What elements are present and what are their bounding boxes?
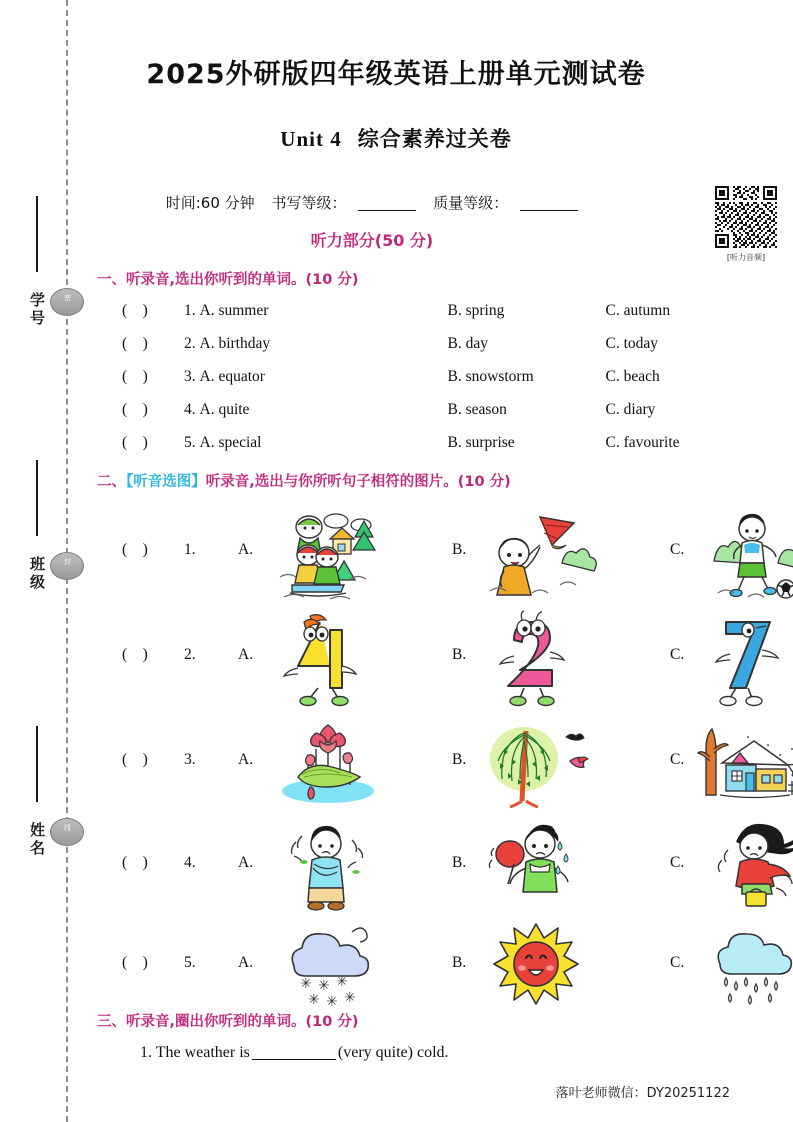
choice-label-c: C. xyxy=(670,854,685,871)
name-rule-2 xyxy=(36,460,38,536)
section-3-title: 三、听录音,圈出你听到的单词。 xyxy=(97,1014,306,1030)
boy-flying-kite-icon[interactable] xyxy=(474,505,604,605)
item-number: 5. xyxy=(184,954,196,971)
boy-shivering-cold-icon[interactable] xyxy=(264,818,394,918)
choice-label-c: C. xyxy=(670,541,685,558)
answer-bracket[interactable]: ( ) xyxy=(122,646,148,663)
option-a[interactable]: A. birthday xyxy=(199,335,271,352)
section-2-tag: 【听音选图】 xyxy=(126,474,206,490)
quality-grade-label: 质量等级： xyxy=(433,194,509,212)
section3-question-1[interactable] xyxy=(140,1044,449,1062)
svg-text:✳: ✳ xyxy=(336,974,348,990)
choice-label-b: B. xyxy=(452,541,467,558)
svg-text:✳: ✳ xyxy=(300,976,312,992)
margin-label-class: 班级 xyxy=(28,556,46,592)
section1-item-4[interactable] xyxy=(122,401,722,419)
choice-label-c: C. xyxy=(670,751,685,768)
name-rule-1 xyxy=(36,196,38,272)
question-text-pre: 1. The weather is xyxy=(140,1044,250,1061)
choice-label-c: C. xyxy=(670,954,685,971)
section-1-points: (10 分) xyxy=(305,272,359,288)
item-lead[interactable] xyxy=(122,646,196,664)
answer-bracket[interactable]: ( ) xyxy=(122,368,148,385)
section2-item-4[interactable] xyxy=(122,818,742,918)
section2-item-1[interactable] xyxy=(122,505,742,605)
item-lead[interactable] xyxy=(122,854,196,872)
item-lead[interactable] xyxy=(122,954,196,972)
svg-text:✳: ✳ xyxy=(326,994,338,1010)
snow-cloud-icon[interactable] xyxy=(264,918,394,1018)
cartoon-number-two-icon[interactable] xyxy=(474,610,604,710)
answer-bracket[interactable]: ( ) xyxy=(122,954,148,971)
unit-name: 综合素养过关卷 xyxy=(357,127,512,151)
qr-caption: [听力音频] xyxy=(726,253,766,262)
rain-cloud-icon[interactable] xyxy=(692,918,793,1018)
choice-label-b: B. xyxy=(452,854,467,871)
seal-badge-1: 密 xyxy=(50,288,84,316)
choice-label-b: B. xyxy=(452,751,467,768)
answer-bracket[interactable]: ( ) xyxy=(122,302,148,319)
unit-number: Unit 4 xyxy=(280,127,342,151)
boy-playing-football-icon[interactable] xyxy=(692,505,793,605)
item-number: 3. xyxy=(184,751,196,768)
item-lead[interactable] xyxy=(122,541,196,559)
choice-label-b: B. xyxy=(452,954,467,971)
section2-item-5[interactable] xyxy=(122,918,742,1018)
option-a[interactable]: A. special xyxy=(199,434,262,451)
girl-in-wind-icon[interactable] xyxy=(692,818,793,918)
footer-watermark: 落叶老师微信：DY20251122 xyxy=(555,1086,730,1101)
name-rule-3 xyxy=(36,726,38,802)
writing-grade-blank[interactable] xyxy=(358,210,416,211)
item-number: 5. xyxy=(184,434,196,451)
choice-label-a: A. xyxy=(238,954,254,971)
cartoon-number-seven-icon[interactable] xyxy=(692,610,793,710)
choice-label-a: A. xyxy=(238,854,254,871)
section1-item-1[interactable] xyxy=(122,302,722,320)
choice-label-a: A. xyxy=(238,541,254,558)
answer-blank[interactable] xyxy=(252,1059,336,1060)
option-b[interactable]: B. surprise xyxy=(447,434,515,451)
audio-qr-block[interactable] xyxy=(713,184,779,263)
section1-item-5[interactable] xyxy=(122,434,722,452)
svg-text:✳: ✳ xyxy=(318,978,330,994)
qr-code-icon[interactable] xyxy=(713,184,779,250)
cartoon-number-four-icon[interactable] xyxy=(264,610,394,710)
boy-fanning-hot-icon[interactable] xyxy=(474,818,604,918)
option-b[interactable]: B. snowstorm xyxy=(447,368,534,385)
option-b[interactable]: B. season xyxy=(447,401,507,418)
option-a[interactable]: A. equator xyxy=(199,368,265,385)
willow-tree-birds-icon[interactable] xyxy=(474,715,604,815)
option-b[interactable]: B. day xyxy=(447,335,488,352)
quality-grade-blank[interactable] xyxy=(520,210,578,211)
unit-subtitle xyxy=(92,123,700,153)
item-number: 4. xyxy=(184,401,196,418)
children-sledding-snow-icon[interactable] xyxy=(264,505,394,605)
item-number: 2. xyxy=(184,335,196,352)
option-c[interactable]: C. beach xyxy=(605,368,660,385)
sealing-margin xyxy=(0,0,92,1122)
choice-label-b: B. xyxy=(452,646,467,663)
choice-label-a: A. xyxy=(238,646,254,663)
section-1-title: 一、听录音,选出你听到的单词。 xyxy=(97,272,306,288)
question-text-post[interactable]: (very quite) cold. xyxy=(337,1044,449,1061)
item-number: 1. xyxy=(184,302,196,319)
answer-bracket[interactable]: ( ) xyxy=(122,335,148,352)
item-number: 4. xyxy=(184,854,196,871)
margin-label-name: 姓名 xyxy=(28,822,46,858)
answer-bracket[interactable]: ( ) xyxy=(122,401,148,418)
page-title: 2025外研版四年级英语上册单元测试卷 xyxy=(146,59,646,90)
answer-bracket[interactable]: ( ) xyxy=(122,751,148,768)
lotus-pond-icon[interactable] xyxy=(264,715,394,815)
section-2-points: (10 分) xyxy=(457,474,511,490)
option-a[interactable]: A. summer xyxy=(199,302,269,319)
item-lead[interactable] xyxy=(122,751,196,769)
section-3-points: (10 分) xyxy=(305,1014,359,1030)
svg-text:✳: ✳ xyxy=(344,990,356,1006)
section1-item-3[interactable] xyxy=(122,368,722,386)
section-3-heading xyxy=(97,1010,359,1031)
listening-part-title: 听力部分(50 分) xyxy=(310,231,434,250)
choice-label-a: A. xyxy=(238,751,254,768)
section-1-heading xyxy=(97,268,359,289)
time-label: 时间:60 分钟 xyxy=(165,194,255,212)
option-c[interactable]: C. autumn xyxy=(605,302,671,319)
answer-bracket[interactable]: ( ) xyxy=(122,854,148,871)
section1-item-2[interactable] xyxy=(122,335,722,353)
section2-item-2[interactable] xyxy=(122,610,742,710)
item-number: 3. xyxy=(184,368,196,385)
option-c[interactable]: C. diary xyxy=(605,401,656,418)
section-2-prefix: 二、 xyxy=(97,474,126,490)
item-number: 1. xyxy=(184,541,196,558)
section-2-title: 听录音,选出与你所听句子相符的图片。 xyxy=(205,474,458,490)
smiling-sun-icon[interactable] xyxy=(474,918,604,1018)
section-2-heading xyxy=(97,470,511,491)
margin-label-student-id: 学号 xyxy=(28,292,46,328)
writing-grade-label: 书写等级： xyxy=(271,194,347,212)
choice-label-c: C. xyxy=(670,646,685,663)
answer-bracket[interactable]: ( ) xyxy=(122,541,148,558)
option-b[interactable]: B. spring xyxy=(447,302,505,319)
option-a[interactable]: A. quite xyxy=(199,401,250,418)
snowy-house-icon[interactable] xyxy=(692,715,793,815)
option-c[interactable]: C. today xyxy=(605,335,659,352)
seal-badge-3: 线 xyxy=(50,818,84,846)
answer-bracket[interactable]: ( ) xyxy=(122,434,148,451)
seal-badge-2: 封 xyxy=(50,552,84,580)
exam-info-row xyxy=(92,192,652,213)
section2-item-3[interactable] xyxy=(122,715,742,815)
item-number: 2. xyxy=(184,646,196,663)
svg-text:✳: ✳ xyxy=(308,992,320,1008)
option-c[interactable]: C. favourite xyxy=(605,434,680,451)
